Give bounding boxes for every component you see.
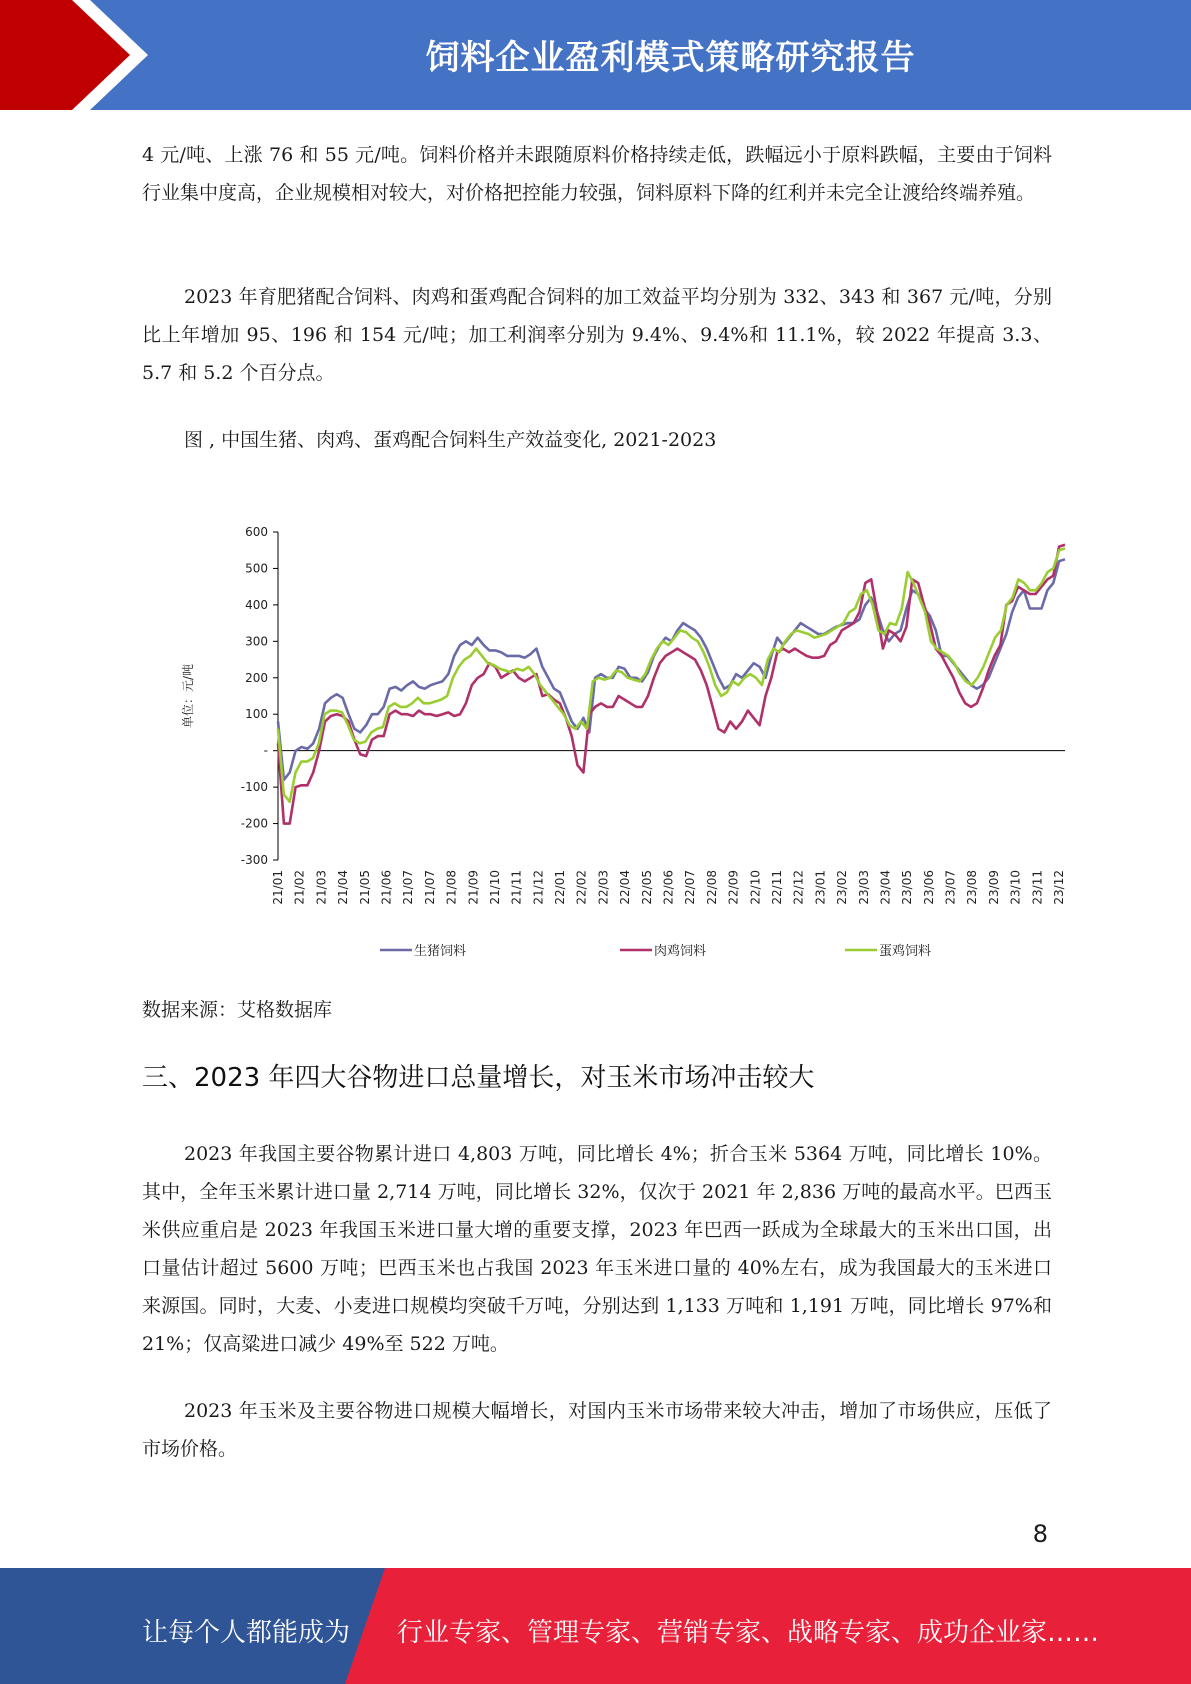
legend-label: 蛋鸡饲料 (879, 944, 932, 959)
x-tick-label: 23/10 (1008, 870, 1023, 905)
x-tick-label: 22/01 (553, 870, 568, 905)
y-tick-label: 100 (245, 707, 268, 722)
paragraph-grain-imports: 2023 年我国主要谷物累计进口 4,803 万吨，同比增长 4%；折合玉米 5364 万吨，同比增长 10%。其中，全年玉米累计进口量 2,714 万吨，同比增长 32%，仅次于 2021 年 2,836 万吨的最高水平。巴西玉米供应重启是 2023 年我国玉米进口量大增的重要支撑，2023 年巴西一跃成为全球最大的玉米出口国，出口量估计超过 5600 万吨；巴西玉米也占我国 2023 年玉米进口量的 40%左右，成为我国最大的玉米进口来源国。同时，大麦、小麦进口规模均突破千万吨，分别达到 1,133 万吨和 1,191 万吨，同比增长 97%和 21%；仅高粱进口减少 49%至 522 万吨。 (142, 1143, 1052, 1355)
y-axis-label: 单位：元/吨 (181, 663, 195, 729)
report-title: 饲料企业盈利模式策略研究报告 (425, 38, 916, 78)
y-tick-label: 300 (245, 634, 268, 649)
x-tick-label: 21/10 (487, 870, 502, 905)
x-tick-label: 22/05 (639, 870, 654, 905)
x-tick-label: 22/12 (791, 870, 806, 905)
x-tick-label: 21/02 (292, 870, 307, 905)
x-tick-label: 23/02 (835, 870, 850, 905)
paragraph-feed-price: 4 元/吨、上涨 76 和 55 元/吨。饲料价格并未跟随原料价格持续走低，跌幅远小于原料跌幅，主要由于饲料行业集中度高，企业规模相对较大，对价格把控能力较强，饲料原料下降的红利并未完全让渡给终端养殖。 (142, 144, 1052, 204)
footer-slogan-left: 让每个人都能成为 (142, 1618, 351, 1648)
x-tick-label: 23/07 (943, 870, 958, 905)
x-tick-label: 22/04 (618, 870, 633, 905)
x-tick-label: 22/07 (683, 870, 698, 905)
x-tick-label: 22/09 (726, 870, 741, 905)
x-tick-label: 22/06 (661, 870, 676, 905)
x-tick-label: 22/08 (704, 870, 719, 905)
x-tick-label: 22/10 (748, 870, 763, 905)
x-tick-label: 21/08 (444, 870, 459, 905)
y-tick-label: 500 (245, 561, 268, 576)
y-tick-label: 600 (245, 525, 268, 539)
x-tick-label: 23/01 (813, 870, 828, 905)
x-tick-label: 23/05 (900, 870, 915, 905)
x-tick-label: 23/09 (986, 870, 1001, 905)
series-line-0 (278, 559, 1065, 780)
page-footer (0, 1568, 1191, 1684)
y-tick-label: -300 (240, 853, 268, 867)
x-tick-label: 23/06 (921, 870, 936, 905)
y-tick-label: -100 (240, 780, 268, 795)
x-tick-label: 21/09 (466, 870, 481, 905)
x-tick-label: 23/03 (856, 870, 871, 905)
series-line-1 (278, 545, 1065, 824)
x-tick-label: 22/03 (596, 870, 611, 905)
page-header (0, 0, 1191, 110)
legend-label: 肉鸡饲料 (654, 944, 707, 959)
legend-label: 生猪饲料 (414, 944, 467, 959)
data-source: 数据来源：艾格数据库 (142, 999, 333, 1021)
x-tick-label: 21/07 (401, 870, 416, 905)
y-tick-label: - (263, 743, 268, 758)
x-tick-label: 21/01 (271, 870, 285, 905)
x-tick-label: 21/04 (336, 870, 351, 905)
y-tick-label: 400 (245, 597, 268, 612)
header-arrow-decoration (0, 0, 160, 110)
x-tick-label: 23/04 (878, 870, 893, 905)
page-number: 8 (1032, 1520, 1048, 1548)
x-tick-label: 23/11 (1030, 870, 1045, 905)
paragraph-processing-profit: 2023 年育肥猪配合饲料、肉鸡和蛋鸡配合饲料的加工效益平均分别为 332、343 和 367 元/吨，分别比上年增加 95、196 和 154 元/吨；加工利润率分别为 9.4%、9.4%和 11.1%，较 2022 年提高 3.3、5.7 和 5.2 个百分点。 (142, 286, 1052, 384)
footer-slogan-right: 行业专家、管理专家、营销专家、战略专家、成功企业家…… (397, 1618, 1100, 1648)
x-tick-label: 21/11 (509, 870, 524, 905)
x-tick-label: 22/11 (769, 870, 784, 905)
y-tick-label: -200 (240, 816, 268, 831)
feed-profit-line-chart (180, 510, 1090, 980)
x-tick-label: 22/02 (574, 870, 589, 905)
x-tick-label: 21/03 (314, 870, 329, 905)
series-line-2 (278, 548, 1065, 801)
x-tick-label: 21/05 (357, 870, 372, 905)
x-tick-label: 21/06 (379, 870, 394, 905)
x-tick-label: 23/12 (1052, 870, 1066, 905)
paragraph-market-impact: 2023 年玉米及主要谷物进口规模大幅增长，对国内玉米市场带来较大冲击，增加了市场供应，压低了市场价格。 (142, 1400, 1052, 1460)
figure-caption: 图 , 中国生猪、肉鸡、蛋鸡配合饲料生产效益变化, 2021-2023 (184, 429, 717, 451)
x-tick-label: 23/08 (965, 870, 980, 905)
x-tick-label: 21/07 (422, 870, 437, 905)
section-heading: 三、2023 年四大谷物进口总量增长，对玉米市场冲击较大 (142, 1063, 815, 1093)
x-tick-label: 21/12 (531, 870, 546, 905)
y-tick-label: 200 (245, 670, 268, 685)
